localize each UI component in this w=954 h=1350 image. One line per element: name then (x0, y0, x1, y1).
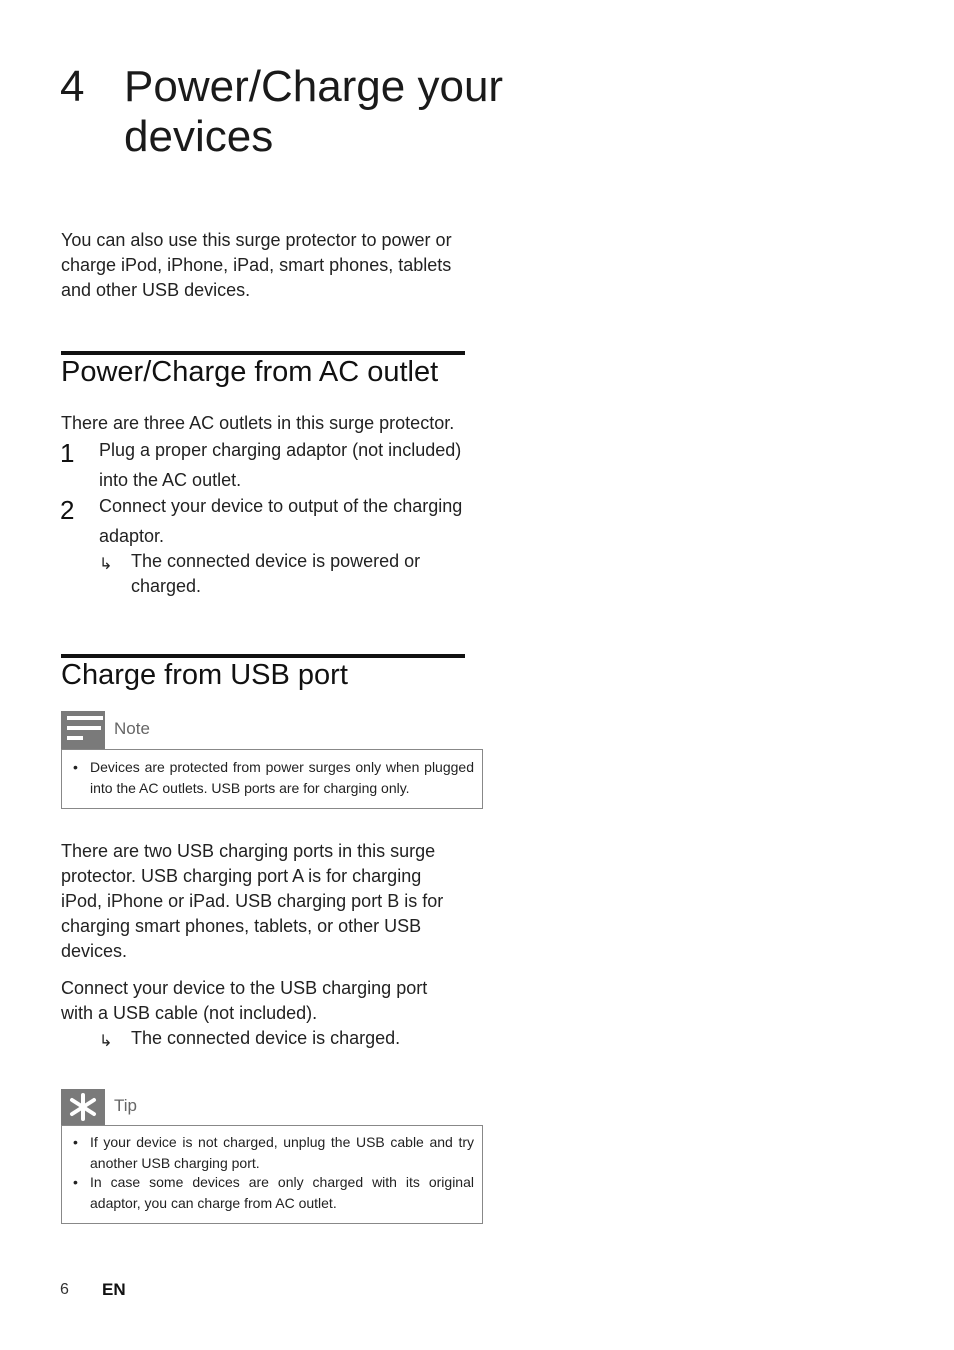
chapter-title: Power/Charge your devices (124, 62, 504, 161)
tip-item: • In case some devices are only charged with its original adaptor, you can charge from AC outlet. (62, 1172, 482, 1214)
tip-box (61, 1125, 483, 1224)
step-number: 1 (60, 438, 75, 468)
note-item: • Devices are protected from power surges only when plugged into the AC outlets. USB ports are for charging only. (62, 757, 482, 799)
result-arrow-icon: ↳ (99, 1033, 113, 1050)
usb-para-text: There are two USB charging ports in this surge protector. USB charging port (61, 841, 436, 886)
port-a-label: A (292, 866, 304, 886)
step-text: Connect your device to output of the charging adaptor. (99, 496, 463, 546)
result-arrow-icon: ↳ (99, 556, 113, 573)
usb-connect-paragraph: Connect your device to the USB charging port with a USB cable (not included). (61, 978, 428, 1023)
usb-ports-paragraph (61, 839, 446, 964)
usb-para-text: is for charging iPod, iPhone or iPad. USB charging port (61, 866, 422, 911)
usb-result-text: The connected device is charged. (131, 1028, 401, 1048)
usb-para-text: is for charging smart phones, tablets, or other USB devices. (61, 891, 444, 961)
note-box (61, 749, 483, 809)
tip-asterisk-icon (61, 1089, 105, 1125)
chapter-number: 4 (60, 62, 85, 111)
ac-lead-paragraph: There are three AC outlets in this surge protector. (61, 413, 455, 433)
section-title-ac: Power/Charge from AC outlet (61, 356, 439, 388)
step-text: Plug a proper charging adaptor (not included) into the AC outlet. (99, 440, 462, 490)
tip-item: • If your device is not charged, unplug the USB cable and try another USB charging port. (62, 1132, 482, 1174)
port-b-label: B (387, 891, 400, 911)
section-title-usb: Charge from USB port (61, 659, 348, 691)
page-number: 6 (60, 1281, 69, 1298)
language-code: EN (102, 1280, 126, 1299)
intro-paragraph: You can also use this surge protector to power or charge iPod, iPhone, iPad, smart phones, tablets and other USB devices. (61, 230, 452, 300)
ac-result-text: The connected device is powered or charged. (131, 551, 421, 596)
note-label: Note (114, 719, 150, 738)
step-number: 2 (60, 495, 75, 525)
tip-label: Tip (114, 1096, 137, 1115)
note-lines-icon (61, 711, 105, 749)
